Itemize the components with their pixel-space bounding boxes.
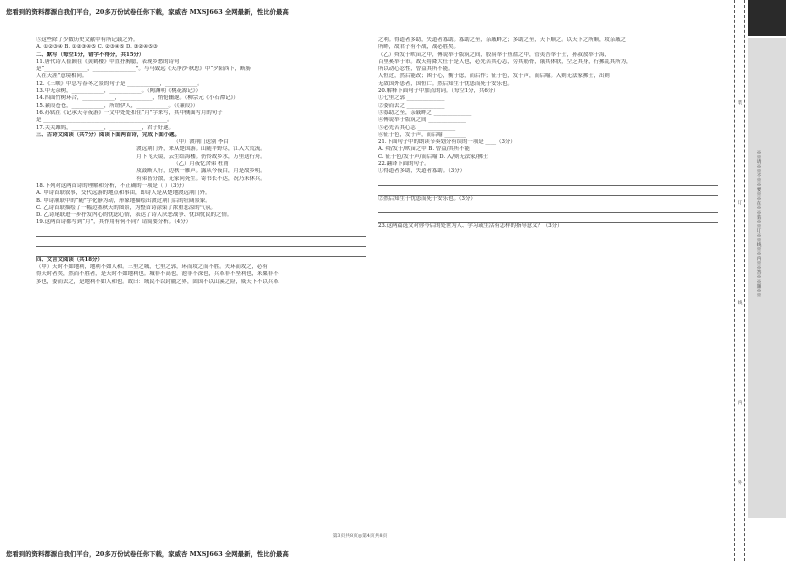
section-heading-poetry: 三、古诗文阅读（共7分）阅读下面两首诗，完成下面小题。 bbox=[36, 131, 180, 138]
answer-line[interactable] bbox=[36, 237, 366, 247]
question-18-option-a: A. 甲诗首联叙事，交代远游的地点和事由，即诗人是从楚地渡远荆门外。 bbox=[36, 190, 211, 197]
options-line: A. ①②③④ B. ①②③④⑤ C. ②③④⑤ D. ③②④⑤③ bbox=[36, 44, 158, 51]
binding-strip bbox=[722, 0, 794, 561]
answer-line[interactable] bbox=[36, 247, 366, 257]
question-20-item-6: ⑥征于色，发于声，而后喻 ________ bbox=[378, 131, 466, 138]
question-19: 19.这两首诗都写到“月”，其作用有何不同？请简要分析。（4分） bbox=[36, 219, 191, 226]
question-11-cont2: 人在天涯”意境相同。 bbox=[36, 73, 88, 80]
cut-line-inner bbox=[744, 0, 745, 561]
question-18-option-c: C. 乙诗首联描绘了一幅边塞秋天的图景，为整首诗涂染了浓重悲凉的气氛。 bbox=[36, 204, 216, 211]
question-21-options-cd: C. 征于色/发于声/而后喻 D. 入/则无法家/拂士 bbox=[378, 153, 489, 160]
answer-line[interactable] bbox=[378, 186, 718, 196]
question-14: 14.四面竹树环合，____________，____________，悄怆幽邃。（柳宗元《小石潭记》） bbox=[36, 95, 239, 102]
poem-b-line-2: 有弟皆分散，无家问死生。寄书长不达，况乃未休兵。 bbox=[136, 175, 266, 182]
question-22-item-2: ②然后知生于忧患而死于安乐也。（3分） bbox=[378, 195, 476, 202]
binding-label-wai: 外 bbox=[737, 480, 742, 485]
answer-line[interactable] bbox=[36, 227, 366, 237]
left-column bbox=[36, 37, 366, 286]
passage-a-line-5: 所畔，故君子有不战，战必胜矣。 bbox=[378, 44, 459, 51]
question-11: 11.唐代诗人崔颢在《黄鹤楼》中直抒胸臆，表现乡愁的诗句 bbox=[36, 58, 180, 65]
question-18-option-b: B. 甲诗颔联中的“随”字化静为动，形象地描绘出渡过荆门后的壮阔景象。 bbox=[36, 197, 211, 204]
question-20-item-5: ⑤必先苦其心志 ______________ bbox=[378, 124, 456, 131]
passage-a-line-2: 得天时者矣，然而不胜者，是天时不如地利也。城非不高也，池非不深也，兵革非不坚利也，米粟非不 bbox=[36, 271, 279, 278]
binding-label-nei: 内 bbox=[737, 400, 742, 405]
question-23: 23.这两篇选文对你今后的处世为人、学习或生活有怎样的指导意义？（3分） bbox=[378, 222, 563, 229]
passage-b-line-5: 无敌国外患者，国恒亡。然后知生于忧患而死于安乐也。 bbox=[378, 80, 513, 87]
binding-label-zhuang: 装 bbox=[737, 100, 742, 105]
option-note: ⑤这些除了少数历史文献中有所记载之外。 bbox=[36, 37, 139, 43]
passage-a-line-1: （甲）天时不如地利，地利不如人和。三里之城，七里之郭，环而攻之而不胜。夫环而攻之，必有 bbox=[36, 264, 268, 271]
question-18: 18.下列对这两首诗的理解和分析，不正确的一项是（ ）（3分） bbox=[36, 182, 188, 189]
question-11-cont: 是“________________，________________”。与马致远《天净沙·秋思》中“夕阳西下，断肠 bbox=[36, 66, 251, 73]
passage-a-line-3: 多也，委而去之，是地利不如人和也。故曰：域民不以封疆之界，固国不以山溪之险，威天下不以兵革 bbox=[36, 278, 279, 285]
poem-b-title: （乙）月夜忆舍弟 杜甫 bbox=[173, 161, 229, 168]
answer-line[interactable] bbox=[378, 203, 718, 213]
top-banner: 您看到的资料都源自我们平台，20多万份试卷任你下载，家威杏 MXSJ663 全网最新，性比价最高 bbox=[6, 8, 289, 16]
answer-line[interactable] bbox=[378, 213, 718, 223]
question-15: 15.蒹葭苍苍，____________，所谓伊人，____________。（《蒹葭》） bbox=[36, 102, 199, 109]
binding-band bbox=[748, 38, 786, 518]
poem-a-line-2: 月下飞天镜，云生结海楼。仍怜故乡水，万里送行舟。 bbox=[136, 153, 266, 160]
question-13: 13.中无杂树，____________，____________。（陶渊明《桃花源记》） bbox=[36, 88, 201, 95]
question-21: 21.下面句子中的朗读节奏划分有误的一项是 ____（3分） bbox=[378, 139, 516, 146]
binding-warning-text: ※※请※※不※※要※※在※※装※※订※※线※※内※※答※※题※※ bbox=[756, 150, 761, 298]
question-20-item-4: ④傅说举于版筑之间 ______________ bbox=[378, 117, 466, 124]
bottom-banner: 您看到的资料都源自我们平台，20多万份试卷任你下载，家威杏 MXSJ663 全网最新，性比价最高 bbox=[6, 550, 289, 558]
section-heading-dictation: 二、默写（每空1分，错字不得分，共15分） bbox=[36, 51, 145, 58]
poem-a-title: （甲）渡荆门送别 李白 bbox=[173, 139, 229, 146]
poem-b-line-1: 戍鼓断人行，边秋一雁声。露从今夜白，月是故乡明。 bbox=[136, 168, 266, 175]
section-heading-classical: 四、文言文阅读（共18分） bbox=[36, 256, 103, 263]
question-16: 16.苏轼在《记承天寺夜游》一文中处处扣住“月”字来写，其中侧面写月的句子 bbox=[36, 109, 223, 116]
question-20-item-2: ②委而去之 ______________ bbox=[378, 102, 445, 109]
question-20: 20.解释下面句子中加点的词。（每空1分，共6分） bbox=[378, 88, 499, 95]
question-16-cont: 是 ______________________________________________。 bbox=[36, 117, 173, 124]
question-20-item-3: ③寡助之至，亲戚畔之 ______________ bbox=[378, 109, 472, 116]
answer-line[interactable] bbox=[378, 176, 718, 186]
passage-b-line-3: 所以动心忍性，曾益其所不能。 bbox=[378, 66, 454, 73]
question-12: 12.《三峡》中总写春冬之景的句子是 ____________，____________。 bbox=[36, 80, 203, 87]
cut-line-outer bbox=[734, 0, 735, 561]
binding-top-block bbox=[748, 0, 786, 38]
question-21-options-ab: A. 舜/发于/畎亩之中 B. 曾益/其所不能 bbox=[378, 146, 470, 153]
binding-label-ding: 订 bbox=[737, 200, 742, 205]
question-18-option-d: D. 乙诗尾联进一步抒发内心的忧虑心情，表达了诗人厌恶战争、忧国忧民的之情。 bbox=[36, 212, 233, 219]
passage-a-line-4: 之利。得道者多助，失道者寡助。寡助之至，亲戚畔之；多助之至，天下顺之。以天下之所顺，攻亲戚之 bbox=[378, 37, 626, 43]
binding-label-xian: 线 bbox=[737, 300, 742, 305]
question-17: 17.关关雎鸠，____________，____________，君子好逑。 bbox=[36, 124, 174, 131]
poem-a-line-1: 渡远荆门外，来从楚国游。山随平野尽，江入大荒流。 bbox=[136, 146, 266, 153]
question-22: 22.翻译下面的句子。 bbox=[378, 161, 430, 168]
passage-b-line-1: （乙）舜发于畎亩之中，傅说举于版筑之间，胶鬲举于鱼盐之中，管夷吾举于士，孙叔敖举于海， bbox=[378, 51, 610, 58]
question-20-item-1: ①七里之郭 ______________ bbox=[378, 95, 445, 102]
passage-b-line-2: 百里奚举于市。故天将降大任于是人也，必先苦其心志，劳其筋骨，饿其体肤，空乏其身，行拂乱其所为， bbox=[378, 58, 632, 65]
right-column bbox=[378, 37, 718, 230]
question-22-item-1: ①得道者多助，失道者寡助。（3分） bbox=[378, 168, 465, 175]
passage-b-line-4: 人恒过，然后能改；困于心，衡于虑，而后作；征于色，发于声，而后喻。入则无法家拂士，出则 bbox=[378, 73, 610, 80]
page-footer: 第3页共8页◎第4页共8页 bbox=[332, 534, 388, 539]
